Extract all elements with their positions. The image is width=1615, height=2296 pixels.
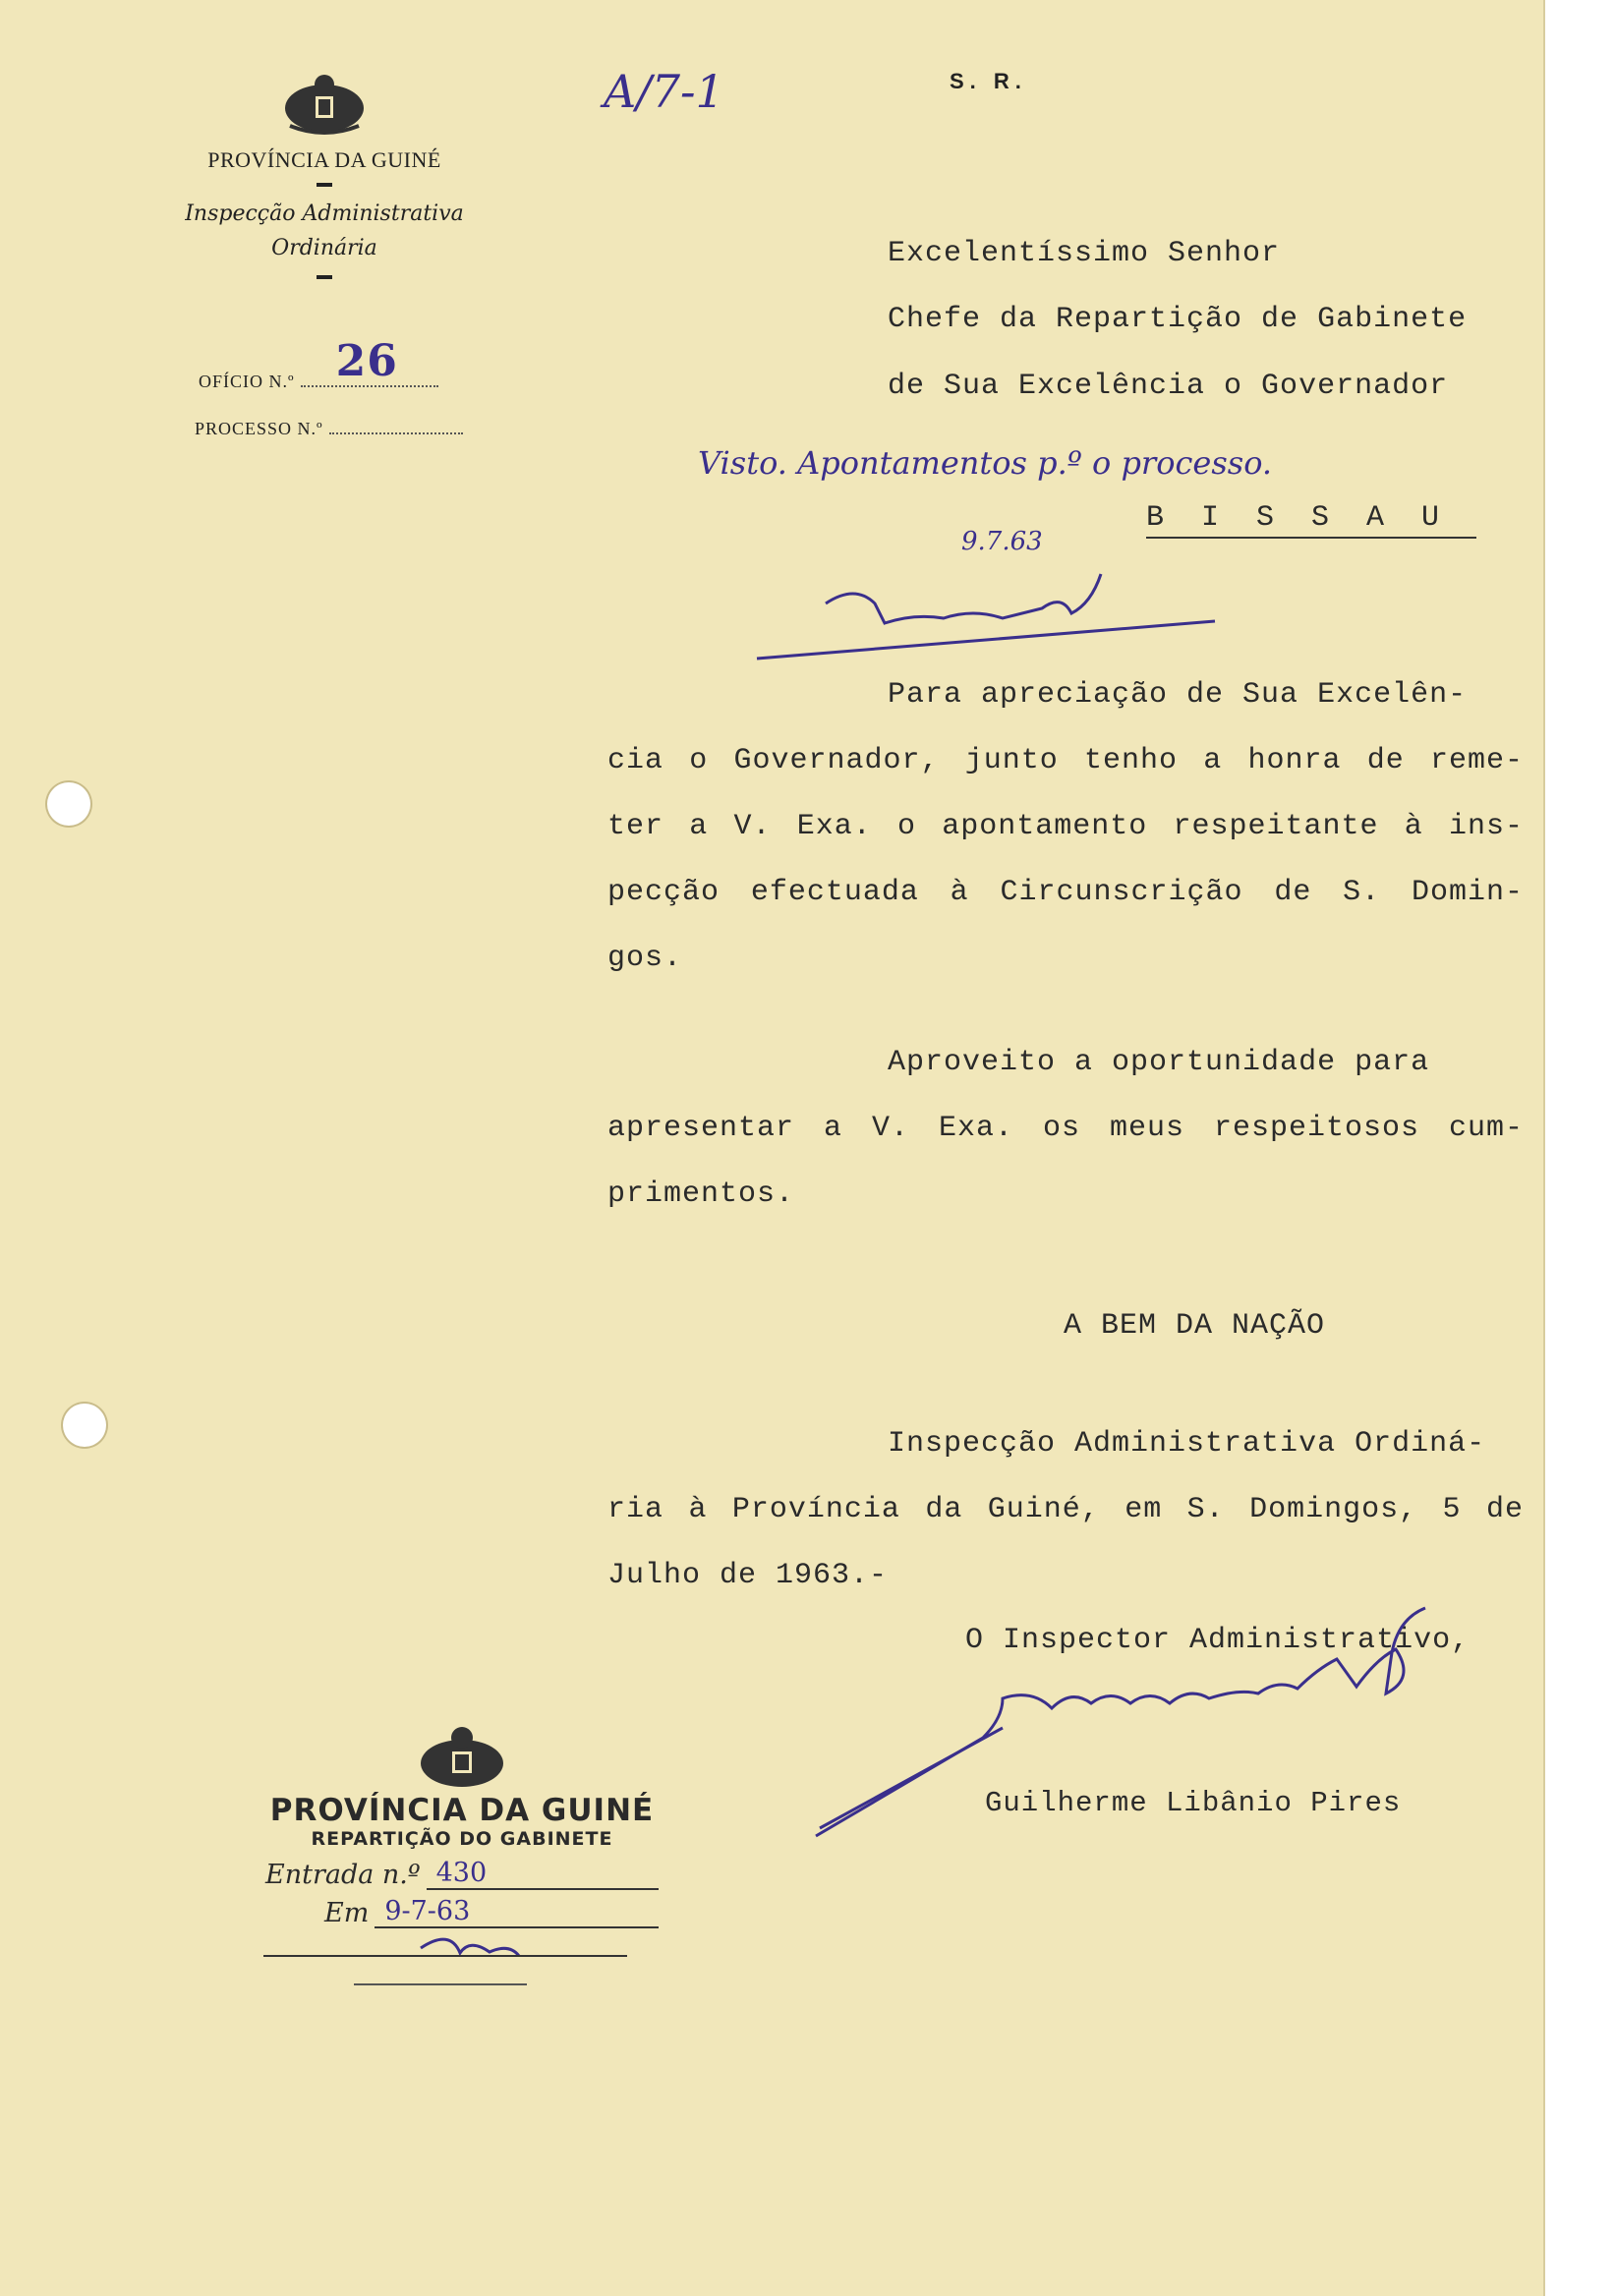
stamp-em-label: Em — [324, 1898, 370, 1928]
letterhead — [147, 69, 501, 289]
handwritten-initials — [747, 564, 1229, 662]
handwritten-reference: A/7-1 — [604, 65, 724, 118]
letterhead-province: PROVÍNCIA DA GUINÉ — [207, 147, 441, 172]
stamp-initials — [263, 1928, 637, 1978]
stamp-entrada-label: Entrada n.º — [265, 1860, 421, 1890]
stamp-entrada-number: 430 — [427, 1858, 659, 1890]
coat-of-arms-icon — [415, 1722, 509, 1793]
stamp-date-row — [265, 1896, 659, 1928]
punch-hole — [47, 782, 90, 826]
processo-field — [195, 407, 463, 439]
place-and-date: Inspecção Administrativa Ordiná- ria à Província da Guiné, em S. Domingos, 5 de Julho de 1963.- — [607, 1427, 1524, 1592]
coat-of-arms-icon — [280, 69, 369, 140]
body-paragraph-1: Para apreciação de Sua Excelên- cia o Governador, junto tenho a honra de reme- ter a V. Exa. o apontamento respeitante à ins- pecção efectuada à Circunscrição de S. Domin- gos. — [607, 678, 1524, 975]
signatory-title: O Inspector Administrativo, — [965, 1624, 1471, 1657]
stamp-entrada-row — [265, 1858, 659, 1890]
stamp-date: 9-7-63 — [375, 1896, 659, 1928]
addressee-line1: Excelentíssimo Senhor — [888, 237, 1281, 270]
stamp-province: PROVÍNCIA DA GUINÉ — [269, 1793, 655, 1828]
punch-hole — [63, 1404, 106, 1447]
oficio-label: OFÍCIO N.º — [199, 372, 295, 391]
closing-formula: A BEM DA NAÇÃO — [1064, 1309, 1326, 1343]
addressee-line3: de Sua Excelência o Governador — [888, 370, 1449, 403]
addressee-city: BISSAU — [1146, 501, 1476, 539]
sr-mark: S. R. — [950, 69, 1027, 93]
oficio-field — [199, 336, 438, 392]
letterhead-department: Inspecção Administrativa — [185, 201, 464, 226]
body-paragraph-2: Aproveito a oportunidade para apresentar a V. Exa. os meus respeitosos cum- primentos. — [607, 1046, 1524, 1211]
addressee-line2: Chefe da Repartição de Gabinete — [888, 303, 1468, 336]
divider — [317, 183, 332, 187]
stamp-rule — [354, 1983, 527, 1985]
visto-date: 9.7.63 — [961, 527, 1043, 556]
signatory-name: Guilherme Libânio Pires — [985, 1787, 1402, 1819]
processo-label: PROCESSO N.º — [195, 419, 323, 438]
letterhead-department-sub: Ordinária — [271, 236, 377, 261]
reception-stamp — [265, 1722, 659, 1985]
oficio-number: 26 — [335, 336, 398, 386]
divider — [317, 275, 332, 279]
stamp-department: REPARTIÇÃO DO GABINETE — [311, 1828, 613, 1850]
visto-note: Visto. Apontamentos p.º o processo. — [698, 444, 1273, 482]
